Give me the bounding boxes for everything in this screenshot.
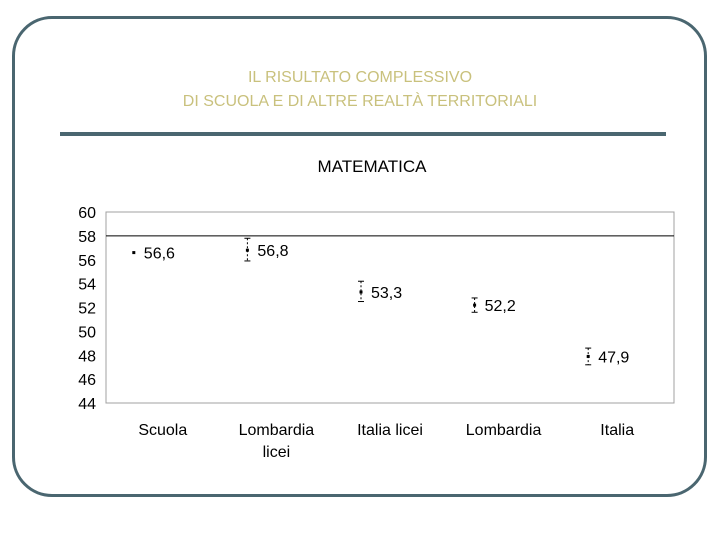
- plot-area: [106, 212, 674, 403]
- x-category-label: Scuola: [138, 422, 188, 439]
- y-tick-label: 44: [78, 396, 96, 413]
- data-label: 53,3: [371, 284, 403, 302]
- y-tick-label: 52: [78, 300, 96, 318]
- x-category-label: Lombardia: [238, 422, 315, 439]
- y-tick-label: 58: [78, 228, 96, 246]
- data-label: 52,2: [484, 298, 516, 316]
- y-tick-label: 46: [78, 372, 96, 390]
- data-point: [473, 304, 476, 307]
- data-label: 56,6: [143, 245, 175, 263]
- y-tick-label: 56: [78, 252, 96, 270]
- y-tick-label: 48: [78, 348, 96, 366]
- data-point: [587, 355, 590, 358]
- slide-title-line1: IL RISULTATO COMPLESSIVO: [247, 69, 473, 86]
- data-label: 47,9: [598, 349, 630, 367]
- y-tick-label: 60: [78, 205, 96, 222]
- y-tick-label: 50: [78, 324, 96, 342]
- x-category-label: licei: [262, 444, 291, 461]
- data-point: [246, 249, 249, 252]
- x-category-label: Italia: [600, 422, 635, 439]
- chart-title: MATEMATICA: [317, 157, 427, 176]
- data-point: [360, 290, 363, 293]
- data-label: 56,8: [257, 243, 289, 261]
- slide-title-line2: DI SCUOLA E DI ALTRE REALTÀ TERRITORIALI: [182, 93, 538, 110]
- data-point: [132, 251, 135, 254]
- x-category-label: Italia licei: [357, 422, 423, 439]
- y-tick-label: 54: [78, 276, 96, 294]
- x-category-label: Lombardia: [465, 422, 542, 439]
